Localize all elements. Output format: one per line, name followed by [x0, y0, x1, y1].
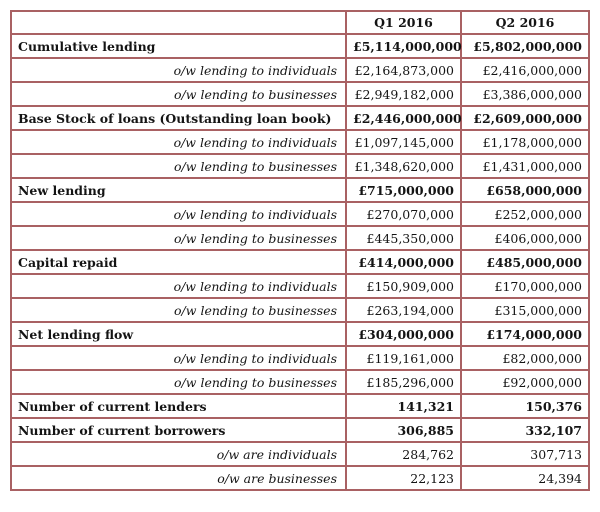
row-label: Cumulative lending [11, 34, 346, 58]
value-cell-q1: £2,949,182,000 [346, 82, 461, 106]
value-cell-q2: £1,431,000,000 [461, 154, 589, 178]
row-label: o/w lending to individuals [11, 202, 346, 226]
value-cell-q1: 141,321 [346, 394, 461, 418]
value-cell-q2: 307,713 [461, 442, 589, 466]
value-cell-q2: £252,000,000 [461, 202, 589, 226]
table-body [11, 34, 589, 490]
row-label: o/w lending to individuals [11, 346, 346, 370]
table-row [11, 130, 589, 154]
value-cell-q1: £2,446,000,000 [346, 106, 461, 130]
table-row [11, 298, 589, 322]
row-label: o/w lending to businesses [11, 82, 346, 106]
value-cell-q2: 24,394 [461, 466, 589, 490]
value-cell-q1: £1,097,145,000 [346, 130, 461, 154]
value-cell-q2: £2,609,000,000 [461, 106, 589, 130]
value-cell-q1: 22,123 [346, 466, 461, 490]
table-row [11, 370, 589, 394]
column-header: Q2 2016 [461, 11, 589, 34]
table-row [11, 58, 589, 82]
table-row [11, 346, 589, 370]
value-cell-q1: £445,350,000 [346, 226, 461, 250]
value-cell-q1: £150,909,000 [346, 274, 461, 298]
row-label: o/w lending to businesses [11, 298, 346, 322]
table-row [11, 154, 589, 178]
value-cell-q2: £92,000,000 [461, 370, 589, 394]
value-cell-q2: £485,000,000 [461, 250, 589, 274]
value-cell-q1: £5,114,000,000 [346, 34, 461, 58]
table-row [11, 202, 589, 226]
value-cell-q2: £3,386,000,000 [461, 82, 589, 106]
lending-table [10, 10, 590, 491]
table-row [11, 226, 589, 250]
table-row [11, 82, 589, 106]
header-row [11, 11, 589, 34]
table-row [11, 106, 589, 130]
value-cell-q2: 150,376 [461, 394, 589, 418]
row-label: Base Stock of loans (Outstanding loan book) [11, 106, 346, 130]
value-cell-q2: £82,000,000 [461, 346, 589, 370]
table-row [11, 250, 589, 274]
row-label: o/w are businesses [11, 466, 346, 490]
value-cell-q1: £2,164,873,000 [346, 58, 461, 82]
row-label: o/w lending to businesses [11, 154, 346, 178]
table-row [11, 322, 589, 346]
row-label: New lending [11, 178, 346, 202]
value-cell-q1: 306,885 [346, 418, 461, 442]
value-cell-q2: £406,000,000 [461, 226, 589, 250]
value-cell-q2: £5,802,000,000 [461, 34, 589, 58]
table-row [11, 442, 589, 466]
value-cell-q1: £304,000,000 [346, 322, 461, 346]
value-cell-q1: £270,070,000 [346, 202, 461, 226]
column-header: Q1 2016 [346, 11, 461, 34]
row-label: o/w lending to individuals [11, 274, 346, 298]
value-cell-q1: £119,161,000 [346, 346, 461, 370]
row-label: o/w lending to businesses [11, 226, 346, 250]
row-label: Capital repaid [11, 250, 346, 274]
row-label: Number of current lenders [11, 394, 346, 418]
value-cell-q1: 284,762 [346, 442, 461, 466]
value-cell-q1: £185,296,000 [346, 370, 461, 394]
value-cell-q1: £1,348,620,000 [346, 154, 461, 178]
table-row [11, 418, 589, 442]
row-label: o/w lending to individuals [11, 130, 346, 154]
value-cell-q2: £1,178,000,000 [461, 130, 589, 154]
value-cell-q1: £263,194,000 [346, 298, 461, 322]
row-label: Net lending flow [11, 322, 346, 346]
value-cell-q1: £414,000,000 [346, 250, 461, 274]
table-row [11, 178, 589, 202]
row-label: o/w lending to individuals [11, 58, 346, 82]
row-label: o/w lending to businesses [11, 370, 346, 394]
corner-cell [11, 11, 346, 34]
table-row [11, 394, 589, 418]
value-cell-q2: £2,416,000,000 [461, 58, 589, 82]
row-label: o/w are individuals [11, 442, 346, 466]
value-cell-q1: £715,000,000 [346, 178, 461, 202]
table-row [11, 34, 589, 58]
value-cell-q2: £170,000,000 [461, 274, 589, 298]
table-row [11, 466, 589, 490]
value-cell-q2: £658,000,000 [461, 178, 589, 202]
value-cell-q2: 332,107 [461, 418, 589, 442]
table-row [11, 274, 589, 298]
row-label: Number of current borrowers [11, 418, 346, 442]
value-cell-q2: £315,000,000 [461, 298, 589, 322]
value-cell-q2: £174,000,000 [461, 322, 589, 346]
